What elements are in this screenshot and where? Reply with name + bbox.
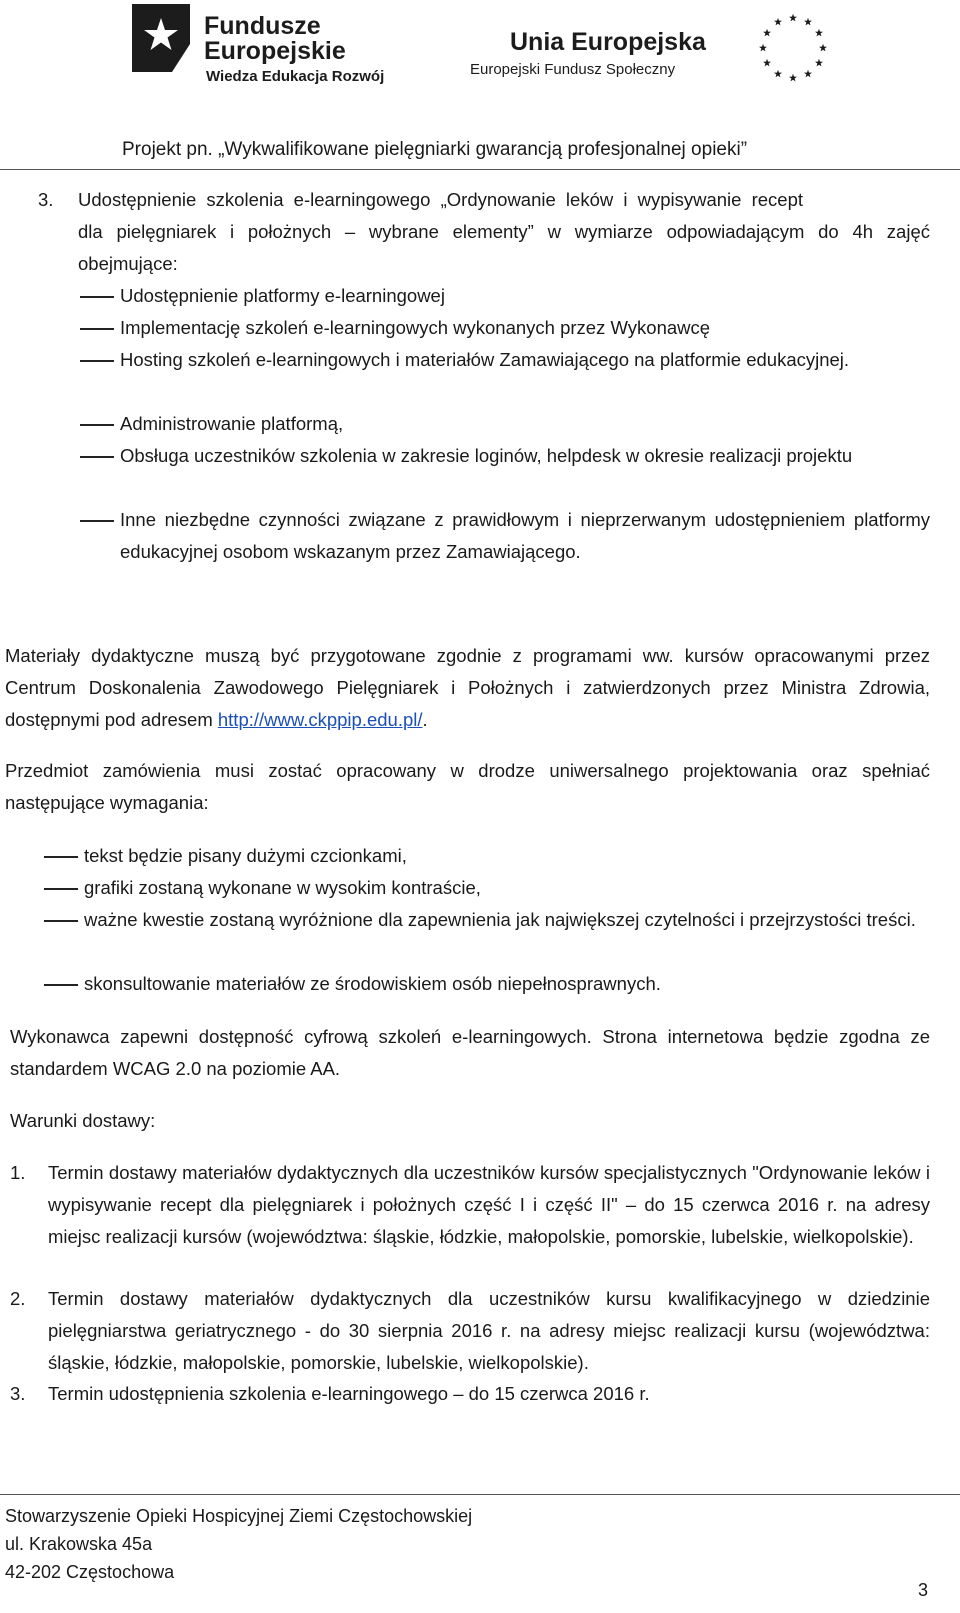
eu-star-icon [804, 18, 812, 26]
list-item: skonsultowanie materiałów ze środowiskiem osób niepełnosprawnych. [84, 973, 661, 994]
ckppip-link[interactable]: http://www.ckppip.edu.pl/ [217, 709, 423, 730]
design-paragraph: Przedmiot zamówienia musi zostać opracowany w drodze uniwersalnego projektowania oraz spełniać następujące wymagania: [5, 760, 930, 813]
list-item: grafiki zostaną wykonane w wysokim kontraście, [84, 877, 481, 898]
list-item: ważne kwestie zostaną wyróżnione dla zapewnienia jak największej czytelności i przejrzystości treści. [84, 909, 916, 930]
ue-logo-title: Unia Europejska [510, 28, 706, 56]
header-divider [0, 169, 960, 170]
list-item: Hosting szkoleń e-learningowych i materiałów Zamawiającego na platformie edukacyjnej. [120, 349, 850, 370]
fundusze-europejskie-logo-mark [132, 4, 190, 72]
eu-star-icon [819, 44, 827, 52]
section-intro-rest: dla pielęgniarek i położnych – wybrane elementy” w wymiarze odpowiadającym do 4h zajęć obejmujące: [78, 221, 930, 274]
eu-star-icon [789, 14, 797, 22]
page-number: 3 [918, 1580, 929, 1600]
footer-divider [0, 1494, 960, 1495]
section-intro-line1: Udostępnienie szkolenia e-learningowego „Ordynowanie leków i wypisywanie recept [78, 189, 804, 210]
list-item: Obsługa uczestników szkolenia w zakresie loginów, helpdesk w okresie realizacji projektu [120, 445, 853, 466]
delivery-item-number: 1. [10, 1162, 26, 1183]
list-dash [80, 296, 114, 298]
delivery-item-text: Termin dostawy materiałów dydaktycznych dla uczestników kursu kwalifikacyjnego w dziedzinie pielęgniarstwa geriatrycznego - do 30 sierpnia 2016 r. na adresy miejsc realizacji kursu (województwa: śląskie, łódzkie, małopolskie, pomorskie, lubelskie, wielkopolskie). [48, 1288, 930, 1373]
eu-star-icon [774, 70, 782, 78]
section-number: 3. [38, 189, 54, 210]
eu-star-icon [763, 59, 771, 67]
delivery-item-number: 2. [10, 1288, 26, 1309]
list-dash [44, 920, 78, 922]
eu-star-icon [759, 44, 767, 52]
footer-address [5, 1502, 472, 1586]
list-dash [80, 456, 114, 458]
eu-flag-icon [748, 8, 838, 88]
delivery-item-text: Termin dostawy materiałów dydaktycznych dla uczestników kursów specjalistycznych "Ordynowanie leków i wypisywanie recept dla pielęgniarek i położnych część I i część II" – do 15 czerwca 2016 r. na adresy miejsc realizacji kursów (województwa: śląskie, łódzkie, małopolskie, pomorskie, lubelskie, wielkopolskie). [48, 1162, 930, 1247]
list-dash [80, 360, 114, 362]
delivery-item-number: 3. [10, 1383, 26, 1404]
list-item: tekst będzie pisany dużymi czcionkami, [84, 845, 407, 866]
list-dash [44, 984, 78, 986]
eu-star-icon [804, 70, 812, 78]
list-dash [80, 520, 114, 522]
ue-logo-subtitle: Europejski Fundusz Społeczny [470, 61, 676, 78]
eu-star-icon [774, 18, 782, 26]
fe-logo-title: Fundusze Europejskie [204, 12, 346, 65]
eu-star-icon [815, 59, 823, 67]
list-dash [44, 856, 78, 858]
footer-city: 42-202 Częstochowa [5, 1562, 175, 1582]
list-item: Implementację szkoleń e-learningowych wykonanych przez Wykonawcę [120, 317, 711, 338]
eu-star-icon [789, 74, 797, 82]
list-item: Administrowanie platformą, [120, 413, 344, 434]
list-item: Udostępnienie platformy e-learningowej [120, 285, 445, 306]
list-dash [44, 888, 78, 890]
fe-logo-subtitle: Wiedza Edukacja Rozwój [206, 68, 385, 85]
eu-star-icon [763, 29, 771, 37]
delivery-heading: Warunki dostawy: [10, 1110, 156, 1131]
list-dash [80, 424, 114, 426]
delivery-item-text: Termin udostępnienia szkolenia e-learningowego – do 15 czerwca 2016 r. [48, 1383, 650, 1404]
wcag-paragraph: Wykonawca zapewni dostępność cyfrową szkoleń e-learningowych. Strona internetowa będzie zgodna ze standardem WCAG 2.0 na poziomie AA. [10, 1026, 930, 1079]
project-title: Projekt pn. „Wykwalifikowane pielęgniarki gwarancją profesjonalnej opieki” [122, 139, 748, 160]
list-dash [80, 328, 114, 330]
eu-star-icon [815, 29, 823, 37]
list-item: Inne niezbędne czynności związane z prawidłowym i nieprzerwanym udostępnieniem platformy edukacyjnej osobom wskazanym przez Zamawiającego. [120, 509, 930, 562]
materials-paragraph: Materiały dydaktyczne muszą być przygotowane zgodnie z programami ww. kursów opracowanymi przez Centrum Doskonalenia Zawodowego Pielęgniarek i Położnych i zatwierdzonych przez Ministra Zdrowia, dostępnymi pod adresem http://www.ckppip.edu.pl/. [5, 645, 930, 730]
footer-org: Stowarzyszenie Opieki Hospicyjnej Ziemi Częstochowskiej [5, 1506, 473, 1526]
footer-street: ul. Krakowska 45a [5, 1534, 153, 1554]
